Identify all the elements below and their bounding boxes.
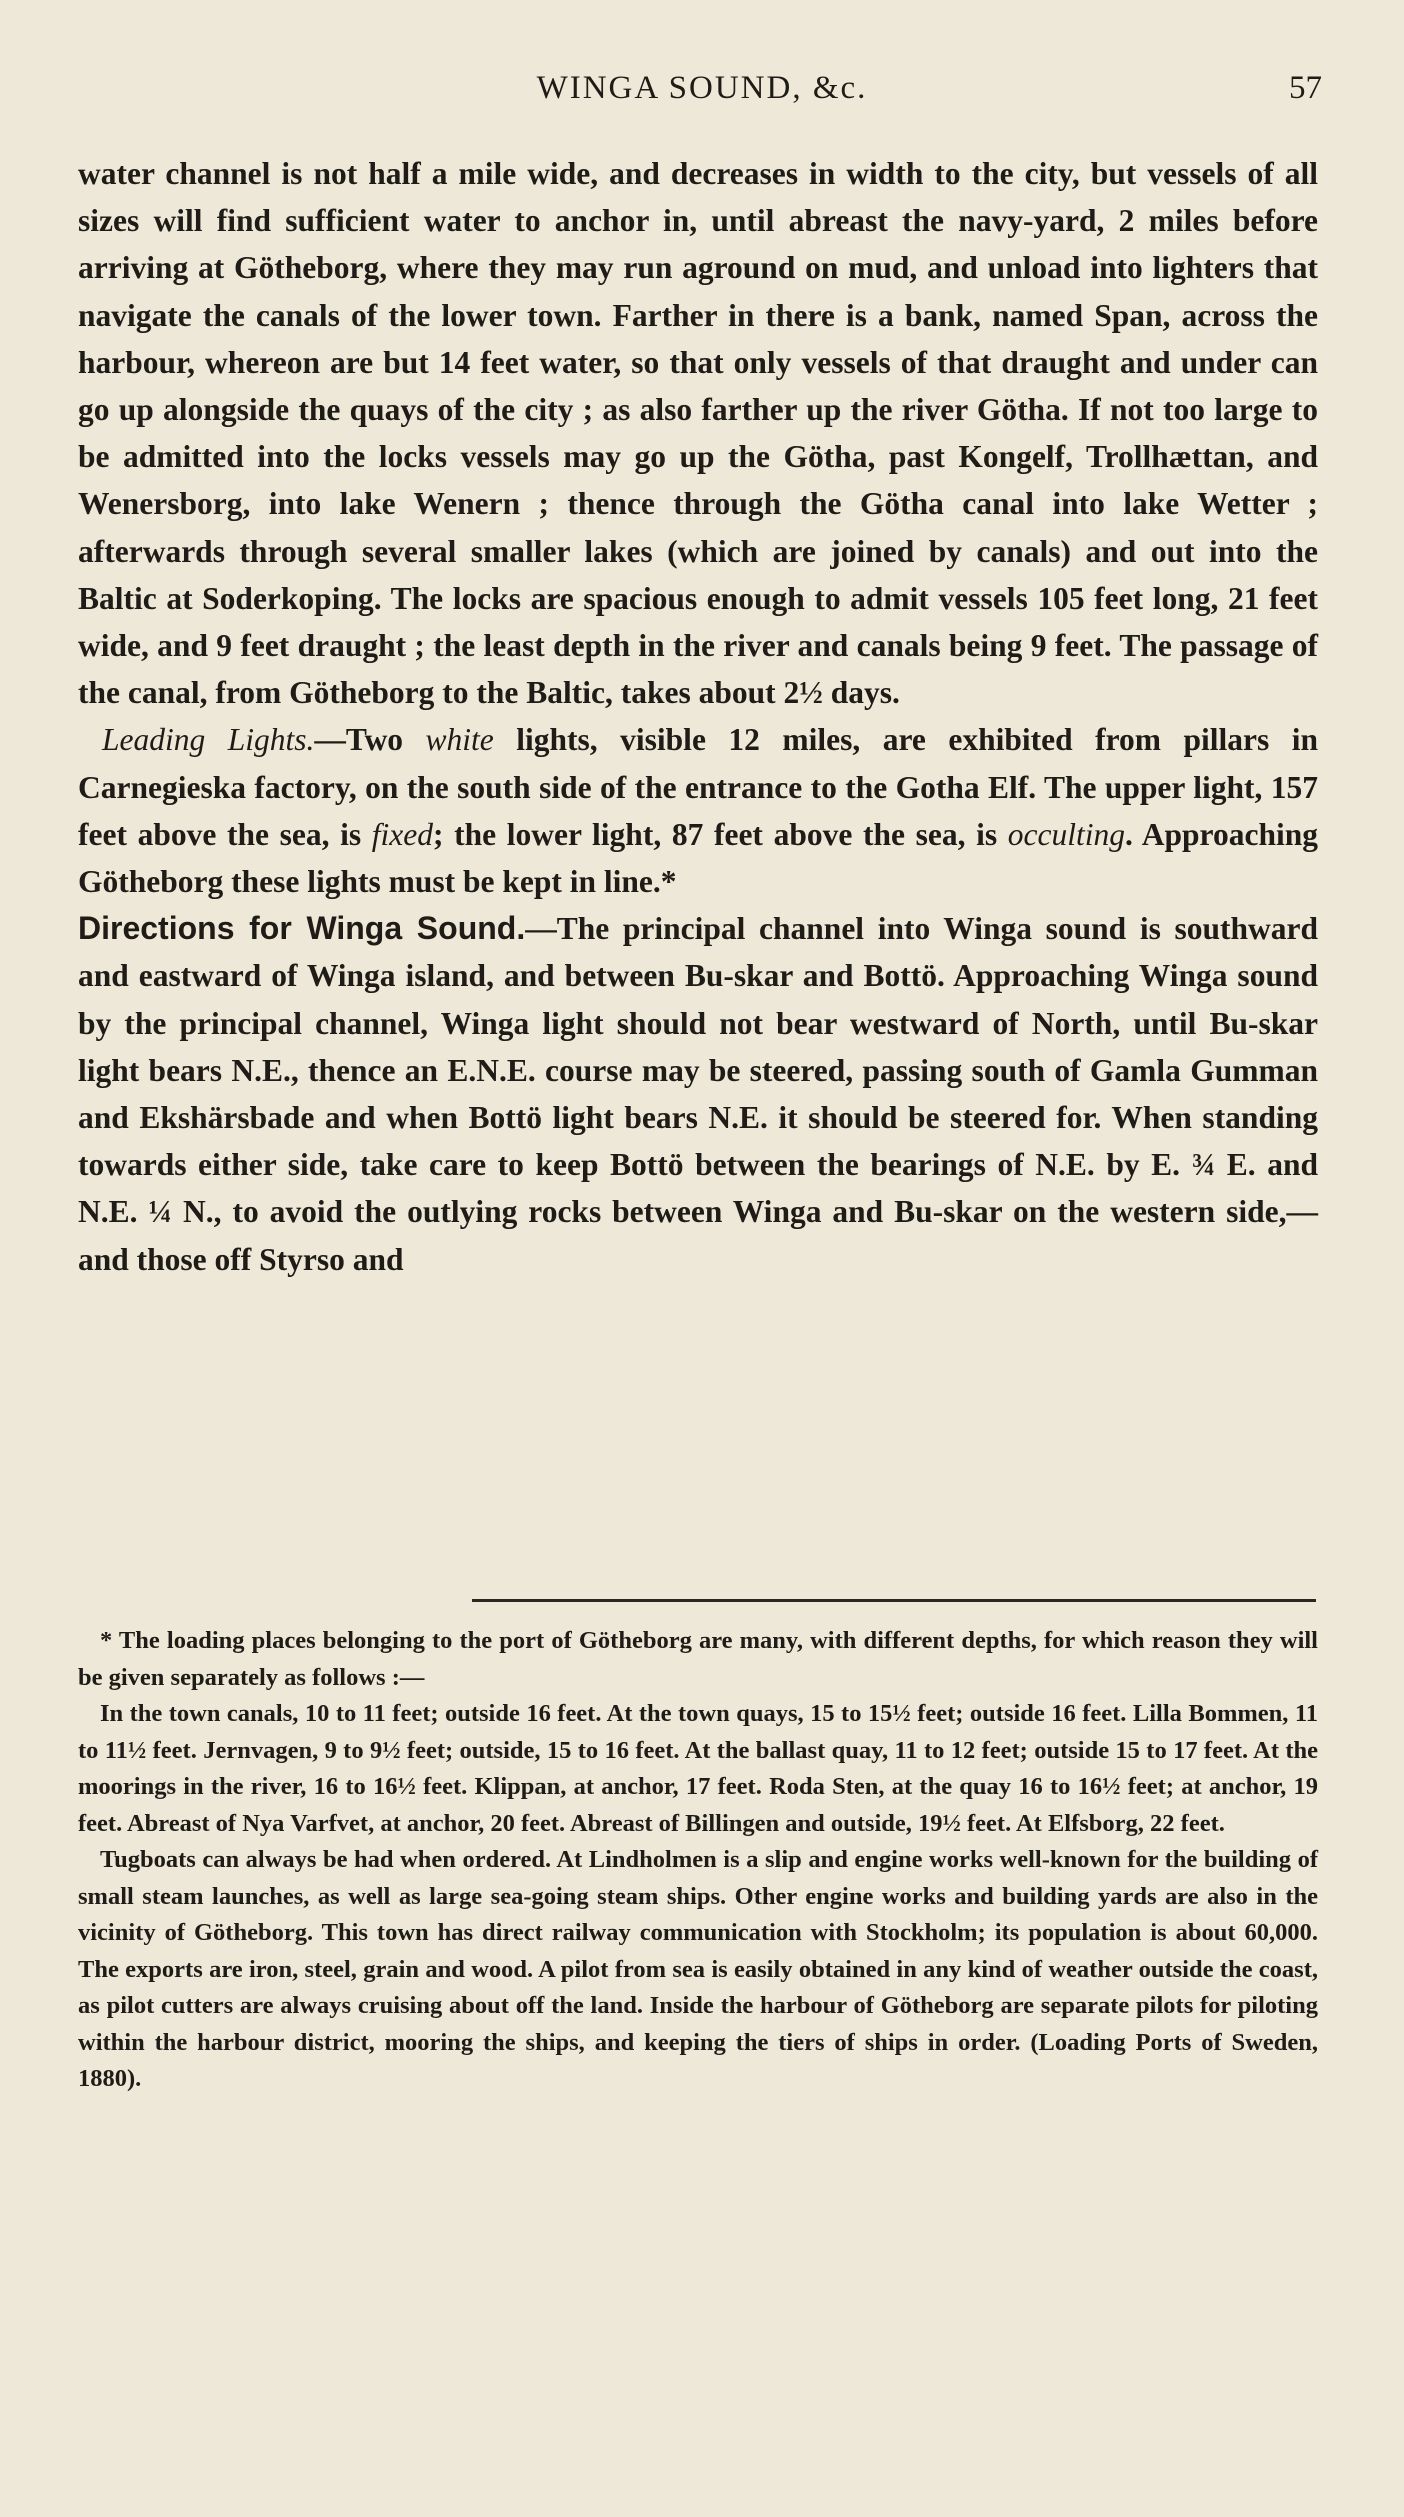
footnote-tugboats: Tugboats can always be had when ordered. At Lindholmen is a slip and engine works well-known for the building of small steam launches, as well as large sea-going steam ships. Other engine works and building yards are also in the vicinity of Götheborg. This town has direct railway communication with Stockholm; its population is about 60,000. The exports are iron, steel, grain and wood. A pilot from sea is easily obtained in any kind of weather outside the coast, as pilot cutters are always cruising about off the land. Inside the harbour of Götheborg are separate pilots for piloting within the harbour district, mooring the ships, and keeping the tiers of ships in order. (Loading Ports of Sweden, 1880).	[78, 1846, 1318, 2092]
paragraph-channel: water channel is not half a mile wide, and decreases in width to the city, but vessels of all sizes will find sufficient water to anchor in, until abreast the navy-yard, 2 miles before arriving at Götheborg, where they may run aground on mud, and unload into lighters that navigate the canals of the lower town. Farther in there is a bank, named Span, across the harbour, whereon are but 14 feet water, so that only vessels of that draught and under can go up alongside the quays of the city ; as also farther up the river Götha. If not too large to be admitted into the locks vessels may go up the Götha, past Kongelf, Trollhættan, and Wenersborg, into lake Wenern ; thence through the Götha canal into lake Wetter ; afterwards through several smaller lakes (which are joined by canals) and out into the Baltic at Soderkoping. The locks are spacious enough to admit vessels 105 feet long, 21 feet wide, and 9 feet draught ; the least depth in the river and canals being 9 feet. The passage of the canal, from Götheborg to the Baltic, takes about 2½ days.	[78, 156, 1318, 711]
main-text	[78, 150, 1318, 1283]
leading-lights-heading: Leading Lights.	[102, 722, 315, 758]
footnote-intro: * The loading places belonging to the port of Götheborg are many, with different depths, for which reason they will be given separately as follows :—	[78, 1627, 1318, 1691]
running-title: WINGA SOUND, &c.	[536, 70, 868, 106]
footnote-depths: In the town canals, 10 to 11 feet; outside 16 feet. At the town quays, 15 to 15½ feet; outside 16 feet. Lilla Bommen, 11 to 11½ feet. Jernvagen, 9 to 9½ feet; outside, 15 to 16 feet. At the ballast quay, 11 to 12 feet; outside 15 to 17 feet. At the moorings in the river, 16 to 16½ feet. Klippan, at anchor, 17 feet. Roda Sten, at the quay 16 to 16½ feet; at anchor, 19 feet. Abreast of Nya Varfvet, at anchor, 20 feet. Abreast of Billingen and outside, 19½ feet. At Elfsborg, 22 feet.	[78, 1700, 1318, 1837]
leading-lights-occulting: occulting	[1007, 816, 1125, 852]
footnotes	[78, 1623, 1318, 2098]
leading-lights-white: white	[425, 722, 494, 758]
directions-heading: Directions for Winga Sound.	[78, 910, 526, 947]
leading-lights-text-1: —Two	[314, 722, 426, 758]
page-number: 57	[1289, 70, 1322, 106]
leading-lights-text-3: ; the lower light, 87 feet above the sea, is	[433, 816, 1008, 852]
directions-text: —The principal channel into Winga sound is southward and eastward of Winga island, and between Bu-skar and Bottö. Approaching Winga sound by the principal channel, Winga light should not bear westward of North, until Bu-skar light bears N.E., thence an E.N.E. course may be steered, passing south of Gamla Gumman and Ekshärsbade and when Bottö light bears N.E. it should be steered for. When standing towards either side, take care to keep Bottö between the bearings of N.E. by E. ¾ E. and N.E. ¼ N., to avoid the outlying rocks between Winga and Bu-skar on the western side,—and those off Styrso and	[78, 911, 1319, 1277]
leading-lights-text-4: . Approaching Götheborg these lights must be kept in line.*	[78, 816, 1318, 900]
leading-lights-fixed: fixed	[371, 816, 433, 852]
paragraph-leading-lights	[78, 716, 1318, 905]
leading-lights-text-2: lights, visible 12 miles, are exhibited from pillars in Carnegieska factory, on the south side of the entrance to the Gotha Elf. The upper light, 157 feet above the sea, is	[78, 722, 1318, 852]
paragraph-directions	[78, 905, 1318, 1283]
footnote-divider	[472, 1599, 1316, 1602]
